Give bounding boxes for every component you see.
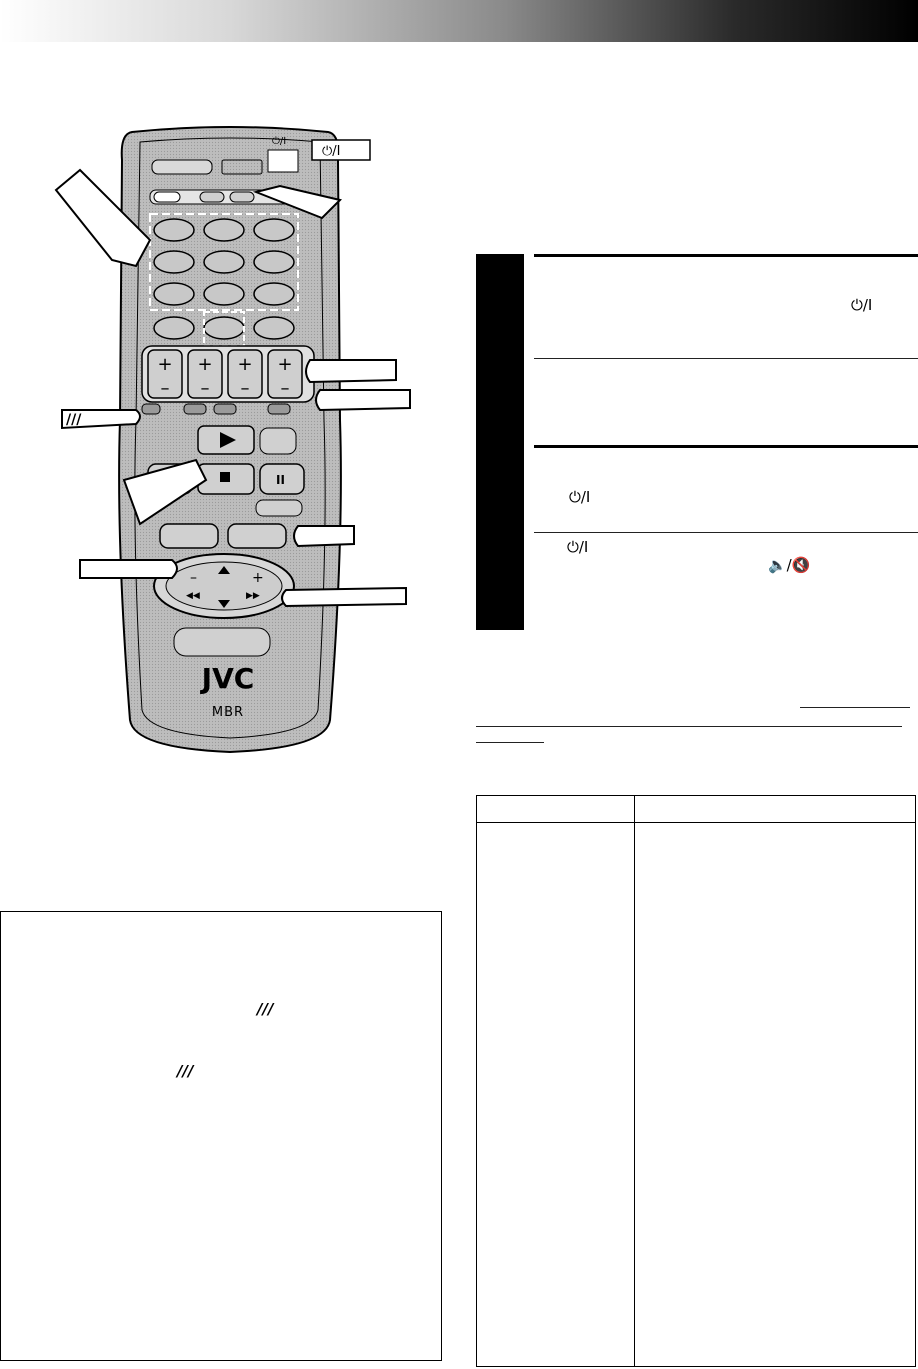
step4-power-symbol: ⏻/I [567,538,589,556]
note-symbol-2: /// [177,1062,194,1080]
svg-text:///: /// [66,412,82,428]
svg-text:+: + [237,354,253,375]
underline-2 [476,726,902,727]
step-tab [476,254,524,630]
step4-rule [534,532,918,533]
step4-mute-symbol: 🔈/🔇 [768,556,811,574]
remote-illustration [40,120,420,760]
svg-text:+: + [157,354,173,375]
svg-text:+: + [277,354,293,375]
table [476,795,916,1367]
svg-text:II: II [276,473,285,487]
svg-text:◀◀: ◀◀ [186,591,200,601]
svg-text:▶▶: ▶▶ [246,591,260,601]
underline-3 [476,742,544,743]
step2-rule [534,358,918,359]
table-header-rule [477,822,915,823]
note-box [0,911,442,1361]
svg-text:–: – [190,570,197,586]
svg-text:–: – [280,378,290,399]
step1-power-symbol: ⏻/I [851,296,873,314]
svg-text:+: + [252,570,264,586]
header-bar [0,0,918,42]
underline-1 [800,707,910,708]
svg-text:+: + [197,354,213,375]
svg-text:–: – [200,378,210,399]
remote-brand: JVC [201,662,255,695]
step3-rule [534,445,918,448]
table-column-rule [634,796,635,1366]
svg-text:–: – [240,378,250,399]
remote-model-mark: MBR [211,705,245,720]
svg-text:–: – [160,378,170,399]
step3-power-symbol: ⏻/I [569,488,591,506]
step1-rule [534,254,918,257]
svg-text:⏻/I: ⏻/I [272,136,287,147]
note-symbol-1: /// [257,1000,274,1018]
svg-text:⏻/I: ⏻/I [322,144,341,159]
